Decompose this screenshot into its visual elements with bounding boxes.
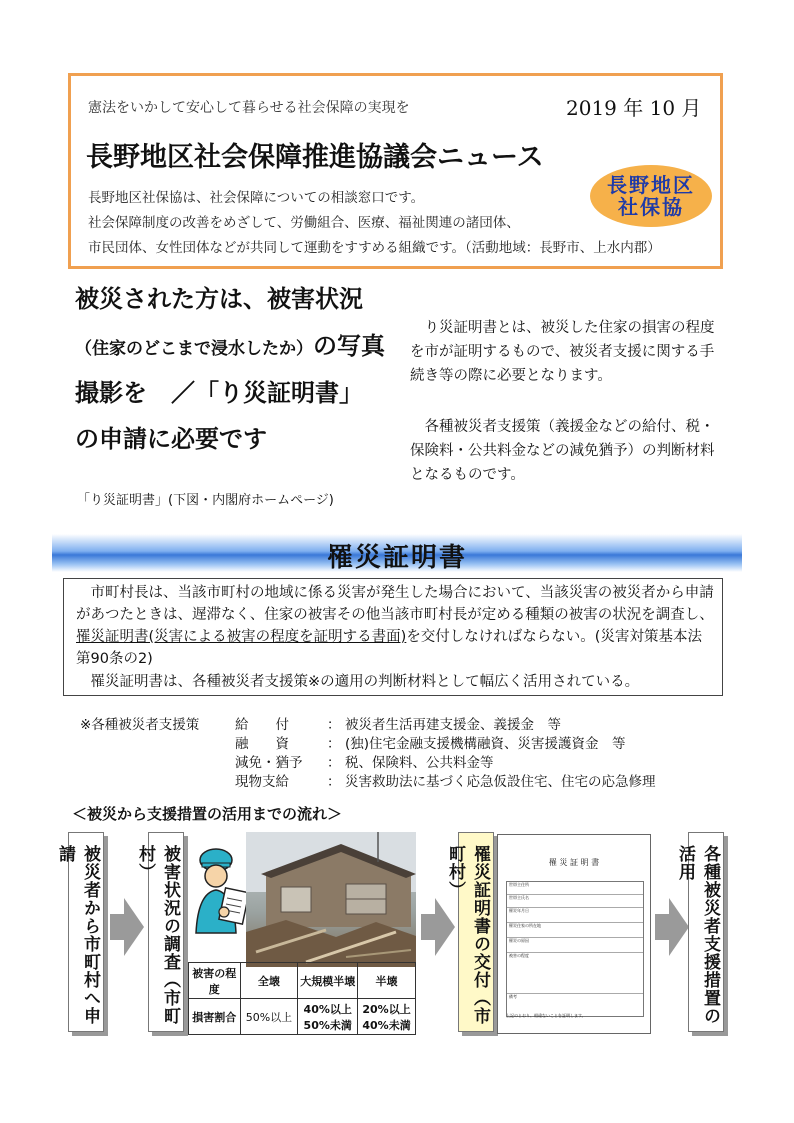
- logo-line-1: 長野地区: [607, 173, 695, 197]
- table-header: 大規模半壊: [298, 963, 358, 999]
- headline-line-3: 撮影を ／「り災証明書」: [75, 379, 363, 407]
- flow-step-utilize: [675, 832, 724, 1032]
- table-cell: 20%以上40%未満: [358, 999, 416, 1035]
- certificate-field: 被害の程度: [507, 953, 643, 994]
- definition-part-2: を交付しなければならない。(災害対策基本法第90条の2): [76, 629, 702, 667]
- certificate-field: 備考: [509, 994, 517, 999]
- intro-line-2: 社会保障制度の改善をめざして、労働組合、医療、福祉関連の諸団体、: [88, 215, 520, 231]
- definition-underlined: 罹災証明書(災害による被害の程度を証明する書面): [76, 629, 407, 645]
- certificate-field: 罹災住家の所在地: [507, 923, 643, 938]
- newsletter-title: 長野地区社会保障推進協議会ニュース: [86, 142, 544, 173]
- flow-step-4-text: 各種被災者支援措置の活用: [675, 845, 720, 1025]
- measure-row: 融 資 ： (独)住宅金融支援機構融資、災害援護資金 等: [80, 732, 626, 752]
- measure-label: 融 資: [235, 736, 289, 752]
- measure-value: 被災者生活再建支援金、義援金 等: [345, 717, 561, 733]
- headline-line-4: の申請に必要です: [75, 425, 267, 453]
- flow-step-2-text: 被害状況の調査（市町村）: [135, 845, 180, 1025]
- measure-value: 災害救助法に基づく応急仮設住宅、住宅の応急修理: [345, 774, 656, 790]
- issue-date: 2019 年 10 月: [566, 96, 702, 120]
- measure-value: 税、保険料、公共料金等: [345, 755, 494, 771]
- measure-label: 給 付: [235, 717, 289, 733]
- arrow-right-icon: [110, 898, 144, 960]
- measures-prefix: ※各種被災者支援策: [80, 717, 200, 733]
- flow-step-issue: [445, 832, 494, 1032]
- table-header: 被害の程度: [189, 963, 241, 999]
- headline-small: （住家のどこまで浸水したか）: [75, 339, 313, 359]
- flow-heading: ＜被災から支援措置の活用までの流れ＞: [72, 805, 343, 823]
- flow-step-3-text: 罹災証明書の交付（市町村）: [445, 845, 490, 1025]
- definition-para-2: 罹災証明書は、各種被災者支援策※の適用の判断材料として幅広く活用されている。: [90, 674, 640, 690]
- flow-step-survey: [135, 832, 184, 1032]
- certificate-field: 世帯主氏名: [507, 895, 643, 908]
- section-title: 罹災証明書: [326, 543, 467, 573]
- explanation-para-1: り災証明書とは、被災した住家の損害の程度を市が証明するもので、被災者支援に関する手続き等の際に必要となります。: [410, 320, 715, 384]
- measure-value: (独)住宅金融支援機構融資、災害援護資金 等: [345, 736, 626, 752]
- figure-caption: 「り災証明書」(下図・内閣府ホームページ): [77, 493, 334, 508]
- flow-step-apply: [55, 832, 104, 1032]
- measure-row: 減免・猶予 ： 税、保険料、公共料金等: [80, 751, 494, 771]
- table-header: 半壊: [358, 963, 416, 999]
- table-cell: 40%以上50%未満: [298, 999, 358, 1035]
- measure-label: 減免・猶予: [235, 755, 303, 771]
- measure-row: ※各種被災者支援策 給 付 ： 被災者生活再建支援金、義援金 等: [80, 713, 561, 733]
- certificate-title: 罹 災 証 明 書: [548, 858, 600, 867]
- damaged-house-photo: [246, 832, 416, 967]
- damage-table: [188, 962, 416, 1035]
- intro-line-3: 市民団体、女性団体などが共同して運動をすすめる組織です。（活動地域：長野市、上水内郡）: [88, 240, 661, 256]
- certificate-field: 罹災の原因: [507, 938, 643, 953]
- certificate-footer: 上記のとおり、相違ないことを証明します。: [506, 1013, 586, 1018]
- definition-part-1: 市町村長は、当該市町村の地域に係る災害が発生した場合において、当該災害の被災者から申請があつたときは、遅滞なく、住家の被害その他当該市町村長が定める種類の被害の状況を調査し、: [76, 585, 714, 623]
- headline-line-2-rest: の写真: [313, 332, 385, 360]
- table-row-label: 損害割合: [189, 999, 241, 1035]
- arrow-right-icon: [655, 898, 689, 960]
- measure-row: 現物支給 ： 災害救助法に基づく応急仮設住宅、住宅の応急修理: [80, 770, 656, 790]
- organization-logo: [590, 165, 712, 227]
- headline-line-1: 被災された方は、被害状況: [75, 285, 363, 313]
- arrow-right-icon: [421, 898, 455, 960]
- certificate-form-image: [497, 834, 651, 1034]
- intro-line-1: 長野地区社保協は、社会保障についての相談窓口です。: [88, 190, 425, 206]
- measure-label: 現物支給: [235, 774, 289, 790]
- certificate-field: 罹災年月日: [507, 908, 643, 923]
- explanation-para-2: 各種被災者支援策（義援金などの給付、税・保険料・公共料金などの減免猶予）の判断材料となるものです。: [410, 419, 715, 483]
- certificate-field: 世帯主住所: [507, 882, 643, 895]
- tagline: 憲法をいかして安心して暮らせる社会保障の実現を: [88, 100, 410, 116]
- logo-line-2: 社保協: [618, 195, 684, 219]
- table-header: 全壊: [240, 963, 298, 999]
- headline-line-2: [75, 331, 385, 364]
- definition-text: [76, 582, 716, 670]
- flow-step-1-text: 被災者から市町村へ申請: [55, 845, 100, 1025]
- table-cell: 50%以上: [240, 999, 298, 1035]
- certificate-fields: [506, 881, 644, 1017]
